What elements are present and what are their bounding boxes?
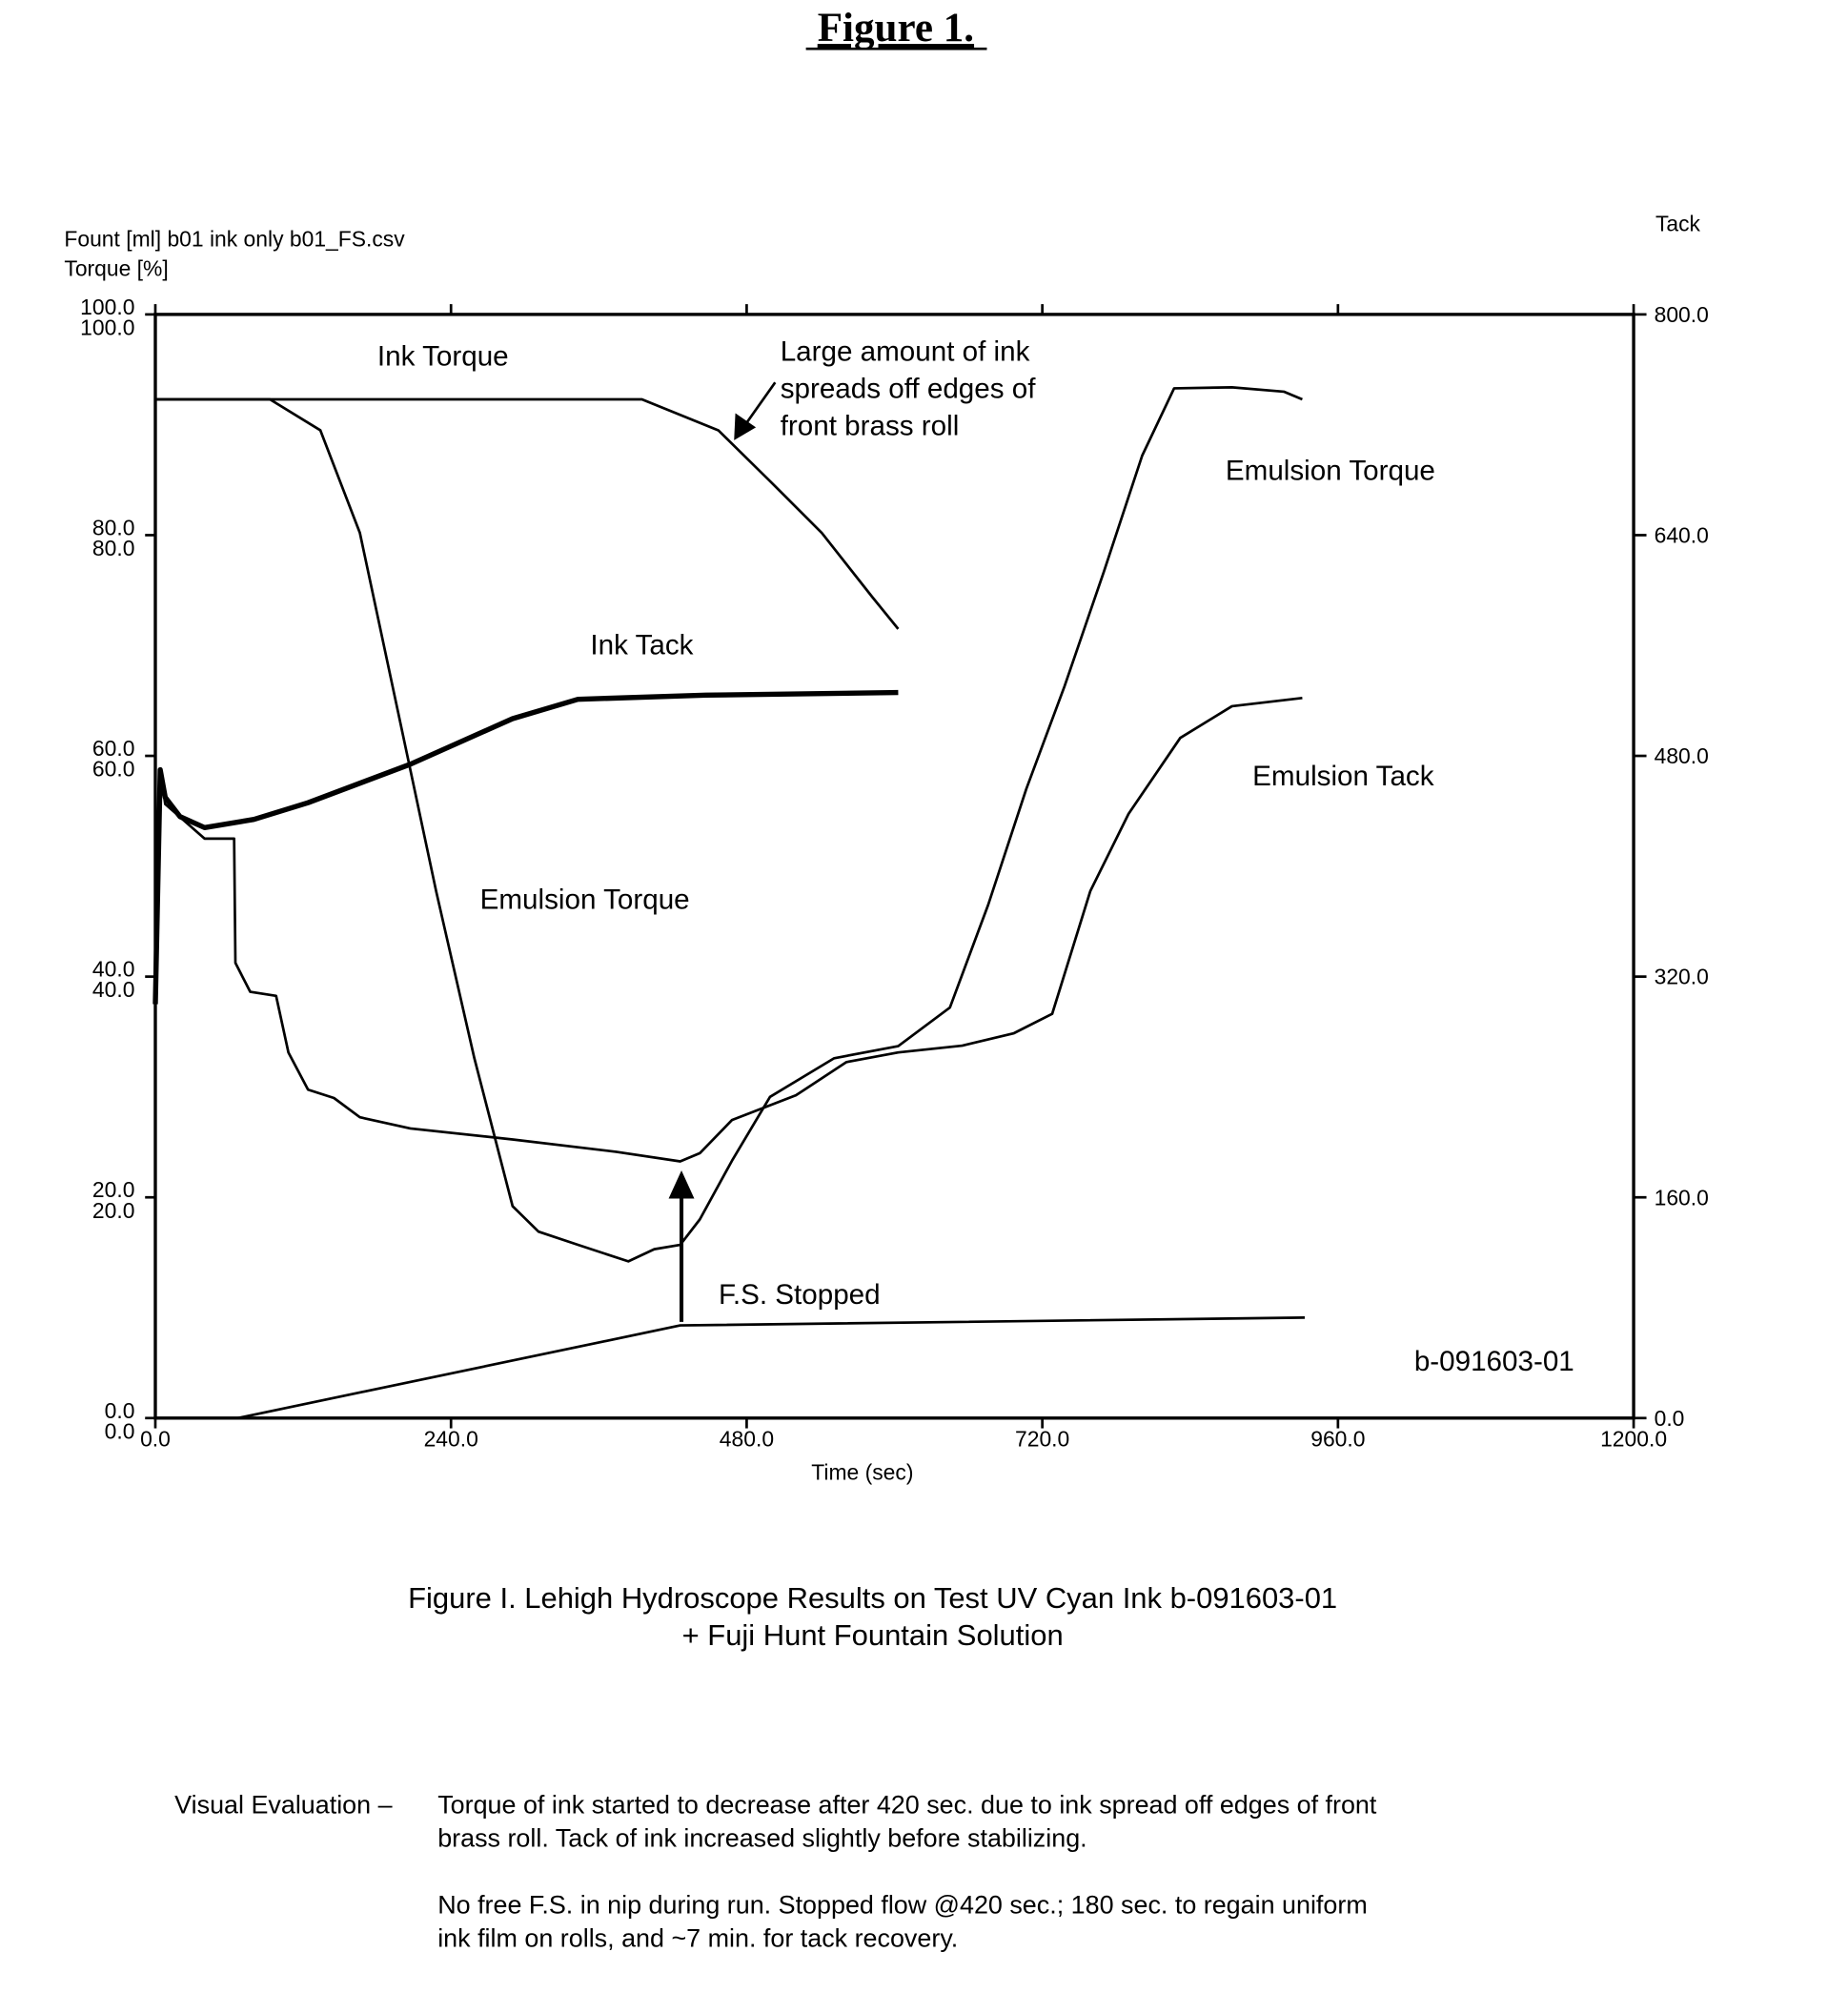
left-tick-label-torque: 20.0 [92,1198,135,1223]
x-tick-label: 960.0 [1310,1426,1365,1451]
evaluation-p1-line2: brass roll. Tack of ink increased slightly before stabilizing. [437,1824,1086,1853]
series-emulsion-torque [155,387,1302,1261]
annotation-large-ink-3: front brass roll [781,410,960,441]
sample-id-label: b-091603-01 [1414,1346,1574,1377]
left-tick-label-torque: 100.0 [80,315,134,339]
ink-spread-arrow [734,382,775,440]
right-axis-title: Tack [1655,211,1701,235]
caption-line-2: + Fuji Hunt Fountain Solution [682,1618,1064,1652]
left-tick-label-torque: 60.0 [92,757,135,782]
x-tick-label: 0.0 [140,1426,171,1451]
x-tick-label: 240.0 [424,1426,478,1451]
evaluation-p1-line1: Torque of ink started to decrease after 420 sec. due to ink spread off edges of front [437,1791,1377,1820]
evaluation-label: Visual Evaluation – [174,1791,392,1820]
left-tick-label-fount: 80.0 [92,515,135,539]
figure-heading: Figure 1. [818,6,974,51]
right-tick-label: 160.0 [1655,1185,1709,1210]
x-tick-label: 480.0 [720,1426,774,1451]
left-tick-label-fount: 60.0 [92,736,135,761]
right-tick-label: 480.0 [1655,743,1709,768]
evaluation-p2-line2: ink film on rolls, and ~7 min. for tack recovery. [437,1924,958,1953]
annotation-large-ink-1: Large amount of ink [781,336,1030,367]
left-tick-label-fount: 100.0 [80,295,134,319]
right-tick-label: 800.0 [1655,302,1709,327]
series-emulsion-tack [155,698,1302,1161]
left-tick-label-torque: 80.0 [92,536,135,560]
label-emulsion-torque-1: Emulsion Torque [480,884,690,915]
label-emulsion-torque-2: Emulsion Torque [1226,456,1435,487]
series-ink-tack [155,693,898,1005]
figure-page [0,0,1848,1993]
evaluation-p2-line1: No free F.S. in nip during run. Stopped flow @420 sec.; 180 sec. to regain uniform [437,1891,1368,1920]
left-tick-label-torque: 40.0 [92,977,135,1002]
x-tick-label: 1200.0 [1600,1426,1667,1451]
left-axis-title-fount: Fount [ml] b01 ink only b01_FS.csv [64,227,405,252]
right-tick-label: 0.0 [1655,1406,1685,1431]
label-ink-tack: Ink Tack [590,630,693,661]
series-fount [155,1317,1305,1417]
x-axis-label: Time (sec) [811,1459,913,1484]
label-emulsion-tack: Emulsion Tack [1252,761,1434,792]
left-tick-label-fount: 40.0 [92,957,135,982]
chart [64,211,1708,1484]
right-tick-label: 320.0 [1655,965,1709,989]
left-tick-label-fount: 0.0 [105,1398,135,1423]
left-tick-label-torque: 0.0 [105,1418,135,1443]
caption-line-1: Figure I. Lehigh Hydroscope Results on Test UV Cyan Ink b-091603-01 [408,1581,1337,1615]
label-fs-stopped: F.S. Stopped [719,1279,881,1311]
left-axis-title-torque: Torque [%] [64,255,168,280]
right-tick-label: 640.0 [1655,523,1709,548]
label-ink-torque: Ink Torque [377,341,509,373]
left-tick-label-fount: 20.0 [92,1177,135,1202]
x-tick-label: 720.0 [1015,1426,1069,1451]
annotation-large-ink-2: spreads off edges of [781,373,1037,404]
